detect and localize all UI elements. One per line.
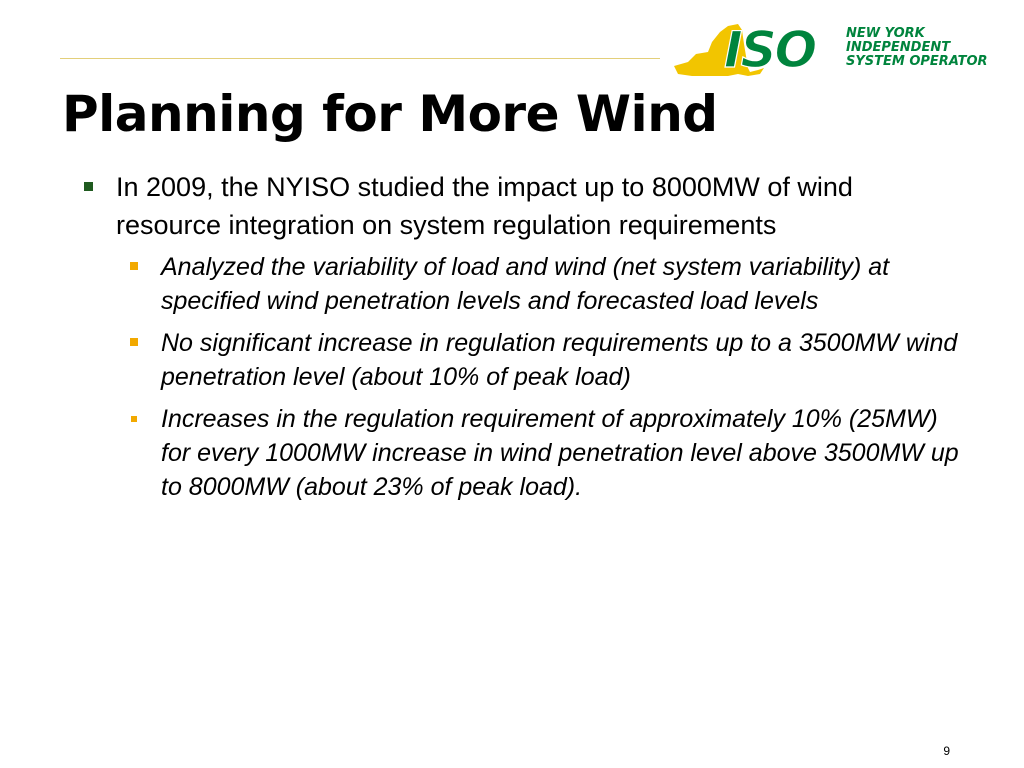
sub-bullet-text: No significant increase in regulation requirements up to a 3500MW wind penetration level (about 10% of peak load) bbox=[161, 329, 958, 391]
square-bullet-icon bbox=[130, 338, 138, 346]
logo-line-2: INDEPENDENT bbox=[846, 40, 951, 55]
slide-title: Planning for More Wind bbox=[62, 85, 718, 143]
bullet-text: In 2009, the NYISO studied the impact up to 8000MW of wind resource integration on system regulation requirements bbox=[116, 172, 853, 240]
nyiso-logo bbox=[668, 18, 998, 80]
bullet-item bbox=[80, 168, 960, 244]
bullet-list bbox=[80, 168, 960, 512]
logo-line-3: SYSTEM OPERATOR bbox=[846, 54, 988, 69]
sub-bullet-item bbox=[80, 250, 960, 318]
sub-bullet-text: Increases in the regulation requirement of approximately 10% (25MW) for every 1000MW increase in wind penetration level above 3500MW up to 8000MW (about 23% of peak load). bbox=[161, 405, 959, 501]
header-rule bbox=[60, 58, 660, 59]
square-bullet-icon bbox=[84, 182, 93, 191]
nyiso-logo-graphic bbox=[668, 18, 998, 80]
sub-bullet-text: Analyzed the variability of load and wind (net system variability) at specified wind penetration levels and forecasted load levels bbox=[161, 253, 890, 315]
logo-acronym: ISO bbox=[724, 21, 816, 79]
logo-line-1: NEW YORK bbox=[846, 26, 925, 41]
sub-bullet-item bbox=[80, 326, 960, 394]
sub-bullet-item bbox=[80, 402, 960, 504]
square-bullet-icon bbox=[130, 262, 138, 270]
square-bullet-icon bbox=[131, 416, 137, 422]
page-number: 9 bbox=[943, 744, 950, 758]
